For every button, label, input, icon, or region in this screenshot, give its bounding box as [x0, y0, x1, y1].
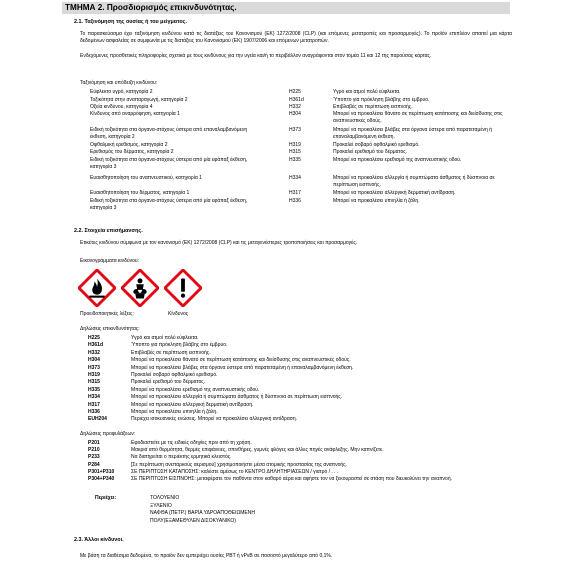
- classification-text: Μπορεί να προκαλέσει βλάβες στα όργανα ύστερα από παρατεταμένη ή επαναλαμβανόμενη έκθεση.: [333, 127, 493, 140]
- subsection-2-2-title: 2.2. Στοιχεία επισήμανσης.: [74, 228, 143, 234]
- precaution-text: Εφοδιαστείτε με τις ειδικές οδηγίες πριν από τη χρήση.: [131, 440, 252, 446]
- hazard-text: Επιβλαβές σε περίπτωση εισπνοής.: [131, 349, 211, 356]
- classification-text: Προκαλεί σοβαρό οφθαλμικό ερεθισμό.: [333, 142, 420, 148]
- classification-text: Ύποπτο για πρόκληση βλάβης στο έμβρυο.: [333, 97, 430, 103]
- classification-category: Ειδική τοξικότητα στα όργανα-στόχους ύστερα από μία εφάπαξ έκθεση, κατηγορία 3: [90, 198, 248, 211]
- contained-substance: ΠΟΛΥ(ΕΞΑΜΕΘΥΛΕΝ ΔΙΣΟΚΥΑΝΙΚΟ): [150, 517, 236, 524]
- subsection-2-3-title: 2.3. Άλλοι κίνδυνοι.: [74, 537, 124, 543]
- classification-category: Ευαισθητοποίηση του δέρματος, κατηγορία 1: [90, 190, 190, 196]
- precaution-text: ΣΕ ΠΕΡΙΠΤΩΣΗ ΕΙΣΠΝΟΗΣ: μεταφέρατε τον παθόντα στον καθαρό αέρα και αφήστε τον να ξεκουραστεί σε στάση που διευκολύνει την αναπνοή.: [131, 476, 453, 482]
- precaution-text: Μακριά από θερμότητα, θερμές επιφάνειες, σπινθήρες, γυμνές φλόγες και άλλες πηγές ανάφλεξης. Μην καπνίζετε.: [131, 447, 384, 453]
- classification-category: Εύφλεκτο υγρό, κατηγορία 2: [90, 89, 153, 95]
- classification-text: Επιβλαβές σε περίπτωση εισπνοής.: [333, 104, 413, 110]
- hazard-text: Προκαλεί σοβαρό οφθαλμικό ερεθισμό.: [131, 372, 218, 378]
- classification-code: H361d: [289, 97, 304, 103]
- hazard-code: H334: [88, 394, 100, 401]
- classification-category: Ερεθισμός του δέρματος, κατηγορία 2: [90, 149, 174, 155]
- other-hazards-paragraph: Με βάση τα διαθέσιμα δεδομένα, το προϊόν δεν εμπεριέχει ουσίες PBT ή vPvB σε ποσοστό μεγαλύτερο από 0,1%.: [80, 553, 333, 559]
- classification-text: Μπορεί να προκαλέσει θάνατο σε περίπτωση κατάποσης και διείσδυσης στις αναπνευστικές οδούς.: [333, 111, 503, 124]
- classification-category: Οξεία κινδύνου, κατηγορία 4: [90, 104, 153, 110]
- pictograms-label: Εικονογράμματα κινδύνου:: [80, 258, 140, 264]
- hazard-text: Υγρό και ατμοί πολύ εύφλεκτα.: [131, 335, 199, 341]
- hazard-code: H225: [88, 335, 100, 341]
- classification-category: Ευαισθητοποίηση του αναπνευστικού, κατηγορία 1: [90, 175, 202, 181]
- precaution-code: P201: [88, 440, 100, 446]
- hazard-text: Μπορεί να προκαλέσει υπνηλία ή ζάλη.: [131, 409, 218, 415]
- section-header: ΤΜΗΜΑ 2. Προσδιορισμός επικινδυνότητας.: [62, 2, 510, 14]
- classification-code: H319: [289, 142, 301, 148]
- contained-substance: ΝΑΦΘΑ (ΠΕΤΡ.) ΒΑΡΙΑ ΥΔΡΟΑΠΟΘΕΙΩΜΕΝΗ: [150, 510, 255, 517]
- classification-text: Προκαλεί ερεθισμό του δέρματος.: [333, 149, 408, 155]
- classification-code: H373: [289, 127, 301, 133]
- hazard-text: Μπορεί να προκαλέσει ερεθισμό της αναπνευστικής οδού.: [131, 386, 260, 393]
- precaution-statements-label: Δηλώσεις προφυλάξεων:: [80, 431, 136, 437]
- contained-substance: ΤΟΛΟΥΕΝΙΟ: [150, 495, 180, 501]
- precaution-text: Να διατηρείται ο περιέκτης ερμητικά κλειστός.: [131, 454, 232, 460]
- hazard-code: H304: [88, 357, 100, 364]
- precaution-text: [Σε περίπτωση ανεπαρκούς αερισμού] χρησιμοποιήστε μέσα ατομικής προστασίας της αναπνοής.: [131, 462, 347, 468]
- hazard-text: Περιέχει ισοκυανικές ενώσεις. Μπορεί να προκαλέσει αλλεργική αντίδραση.: [131, 416, 297, 423]
- classification-code: H315: [289, 149, 301, 155]
- hazard-text: Μπορεί να προκαλέσει αλλεργία ή συμπτώματα άσθματος ή δύσπνοια σε περίπτωση εισπνοής.: [131, 394, 343, 401]
- classification-text: Μπορεί να προκαλέσει υπνηλία ή ζάλη.: [333, 198, 420, 204]
- classification-code: H304: [289, 111, 301, 117]
- classification-code: H335: [289, 157, 301, 163]
- classification-category: Οφθαλμική ερεθισμός, κατηγορία 2: [90, 142, 168, 148]
- classification-text: Μπορεί να προκαλέσει ερεθισμό της αναπνευστικής οδού.: [333, 157, 462, 163]
- hazard-text: Μπορεί να προκαλέσει θάνατο σε περίπτωση κατάποσης και διείσδυσης στις αναπνευστικές οδούς.: [131, 357, 351, 364]
- classification-category: Ειδική τοξικότητα στα όργανα-στόχους ύστερα από επαναλαμβανόμενη έκθεση, κατηγορία 2: [90, 127, 248, 140]
- signal-word: Κίνδυνος: [168, 311, 189, 317]
- subsection-2-1-title: 2.1. Ταξινόμηση της ουσίας ή του μείγματος.: [74, 19, 187, 25]
- precaution-code: P233: [88, 454, 100, 460]
- labelling-paragraph: Ετικέτες κινδύνου σύμφωνα με τον κανονισμό (ΕΚ) 1272/2008 (CLP) και τις μεταγενέστερες τροποποιήσεις και προσαρμογές.: [80, 240, 358, 246]
- classification-code: H225: [289, 89, 301, 95]
- hazard-code: H335: [88, 386, 100, 393]
- contained-substance: ΞΥΛΕΝΙΟ: [150, 502, 172, 509]
- hazard-code: H317: [88, 401, 100, 408]
- precaution-code: P210: [88, 447, 100, 453]
- classification-code: H317: [289, 190, 301, 196]
- hazard-code: H373: [88, 364, 100, 371]
- classification-category: Τοξικότητα στην αναπαραγωγή, κατηγορία 2: [90, 97, 188, 103]
- precaution-code: P284: [88, 462, 100, 468]
- precaution-code: P304+P340: [88, 476, 115, 482]
- classification-code: H334: [289, 175, 301, 181]
- signal-word-label: Προειδοποιητικές λέξεις:: [80, 311, 134, 317]
- hazard-code: EUH204: [88, 416, 107, 423]
- hazard-text: Προκαλεί ερεθισμό του δέρματος.: [131, 379, 206, 386]
- hazard-code: H361d: [88, 342, 104, 349]
- additional-info-paragraph: Ενδεχόμενες προσθετικές πληροφορίες σχετικά με τους κινδύνους για την υγεία και/ή το περιβάλλον αναγράφονται στον τομέα 11 και 12 της παρούσας κάρτας.: [80, 53, 432, 59]
- classification-list-label: Ταξινόμηση και υπόδειξη κινδύνου:: [80, 80, 158, 86]
- exclamation-pictogram: [164, 269, 202, 307]
- classification-category: Κίνδυνος από αναρρόφηση, κατηγορία 1: [90, 111, 180, 117]
- classification-category: Ειδική τοξικότητα στα όργανα-στόχους ύστερα από μία εφάπαξ έκθεση, κατηγορία 3: [90, 157, 248, 170]
- classification-text: Υγρό και ατμοί πολύ εύφλεκτα.: [333, 89, 401, 95]
- precaution-text: ΣΕ ΠΕΡΙΠΤΩΣΗ ΚΑΤΑΠΟΣΗΣ: καλέστε αμέσως το ΚΕΝΤΡΟ ΔΗΛΗΤΗΡΙΑΣΕΩΝ / γιατρό / . . .: [131, 469, 339, 475]
- classification-text: Μπορεί να προκαλέσει αλλεργική δερματική αντίδραση.: [333, 190, 456, 196]
- hazard-statements-label: Δηλώσεις επικινδυνότητας:: [80, 326, 140, 332]
- classification-paragraph: Το παρασκεύασμα έχει ταξινόμηση κινδύνου κατά τις διατάξεις του Κανονισμού (ΕΚ) 1272/2008 (CLP) (και επόμενες μετατροπές και προσαρμογές). Το προϊόν επιπλέον απαιτεί μια κάρτα δεδομένων ασφαλείας σε συμφωνία με τις διατάξεις του Κανονισμού (ΕΚ) 1907/2006 και επόμενων μετατροπών.: [80, 31, 512, 45]
- hazard-text: Μπορεί να προκαλέσει αλλεργική δερματική αντίδραση.: [131, 401, 254, 408]
- hazard-code: H332: [88, 349, 100, 356]
- classification-code: H332: [289, 104, 301, 110]
- hazard-code: H319: [88, 372, 100, 378]
- hazard-text: Ύποπτο για πρόκληση βλάβης στο έμβρυο.: [131, 342, 228, 349]
- classification-text: Μπορεί να προκαλέσει αλλεργία ή συμπτώματα άσθματος ή δύσπνοια σε περίπτωση εισπνοής.: [333, 175, 495, 188]
- hazard-code: H336: [88, 409, 100, 415]
- contains-label: Περιέχει:: [95, 495, 117, 501]
- classification-code: H336: [289, 198, 301, 204]
- hazard-text: Μπορεί να προκαλέσει βλάβες στα όργανα ύστερα από παρατεταμένη ή επαναλαμβανόμενη έκθεση.: [131, 364, 354, 371]
- hazard-code: H315: [88, 379, 100, 386]
- health-hazard-pictogram: [121, 269, 159, 307]
- precaution-code: P301+P310: [88, 469, 115, 475]
- flame-pictogram: [78, 269, 116, 307]
